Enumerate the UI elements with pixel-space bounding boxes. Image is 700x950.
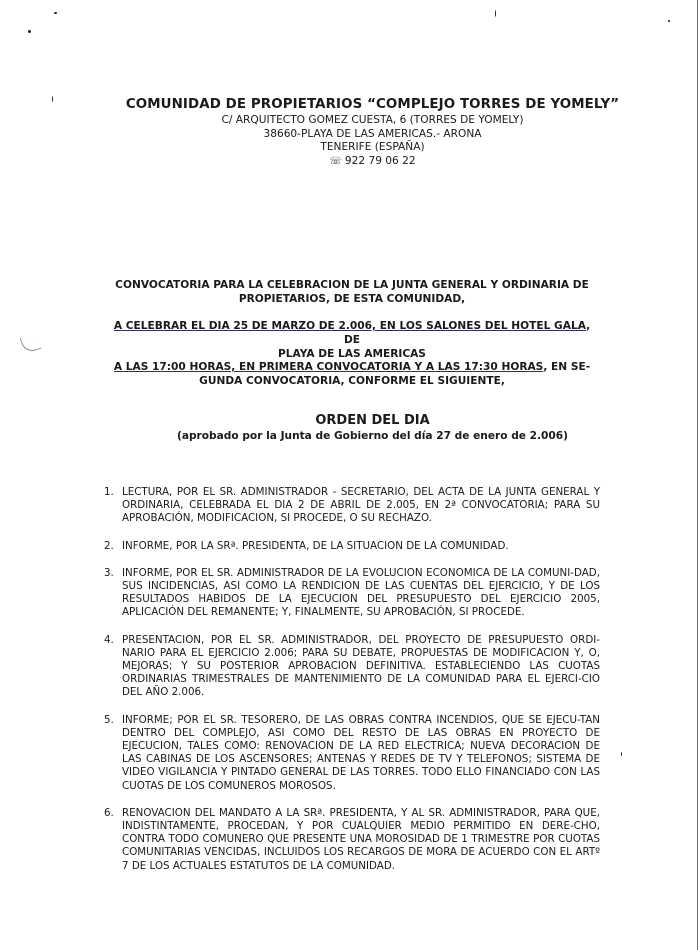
agenda-item (100, 540, 600, 553)
scan-speck (52, 96, 53, 102)
item-number: 3. (104, 566, 114, 579)
address-city: 38660-PLAYA DE LAS AMERICAS.- ARONA (263, 127, 482, 140)
agenda-subtitle: (aprobado por la Junta de Gobierno del día 27 de enero de 2.006) (176, 430, 569, 442)
agenda-item (100, 567, 600, 620)
item-number: 6. (104, 806, 114, 819)
item-text: PRESENTACION, POR EL SR. ADMINISTRADOR, DEL PROYECTO DE PRESUPUESTO ORDI-NARIO PARA EL EJERCICIO 2.006; PARA SU DEBATE, PROPUESTAS DE MODIFICACION Y, O, MEJORAS; Y SU POSTERIOR APROBACION DEFINITIVA. ESTABLECIENDO LAS CUOTAS ORDINARIAS TRIMESTRALES DE MANTENIMIENTO DE LA COMUNIDAD PARA EL EJERCI-CIO DEL AÑO 2.006. (122, 633, 600, 699)
fecha-underlined: A CELEBRAR EL DIA 25 DE MARZO DE 2.006, EN LOS SALONES DEL HOTEL GALA (113, 320, 587, 332)
convocatoria-line1: CONVOCATORIA PARA LA CELEBRACION DE LA JUNTA GENERAL Y ORDINARIA DE (115, 279, 589, 291)
item-text: INFORME, POR EL SR. ADMINISTRADOR DE LA EVOLUCION ECONOMICA DE LA COMUNI-DAD, SUS INCIDENCIAS, ASI COMO LA RENDICION DE LAS CUENTAS DEL EJERCICIO, Y DE LOS RESULTADOS HABIDOS DE LA EJECUCION DEL PRESUPUESTO DEL EJERCICIO 2005, APLICACIÓN DEL REMANENTE; Y, FINALMENTE, SU APROBACIÓN, SI PROCEDE. (122, 566, 600, 619)
agenda-item (100, 634, 600, 700)
community-name: COMUNIDAD DE PROPIETARIOS “COMPLEJO TORRES DE YOMELY” (125, 97, 620, 112)
item-number: 2. (104, 539, 114, 552)
item-text: INFORME; POR EL SR. TESORERO, DE LAS OBRAS CONTRA INCENDIOS, QUE SE EJECU-TAN DENTRO DEL COMPLEJO, ASI COMO DEL RESTO DE LAS OBRAS EN PROYECTO DE EJECUCION, TALES COMO: RENOVACION DE LA RED ELECTRICA; NUEVA DECORACION DE LAS CABINAS DE LOS ASCENSORES; ANTENAS Y REDES DE TV Y TELEFONOS; SISTEMA DE VIDEO VIGILANCIA Y PINTADO GENERAL DE LAS TORRES. TODO ELLO FINANCIADO CON LAS CUOTAS DE LOS COMUNEROS MOROSOS. (122, 713, 600, 792)
phone-number: 922 79 06 22 (344, 154, 416, 167)
fecha-rest: , DE (343, 320, 591, 346)
fecha-line2: PLAYA DE LAS AMERICAS (278, 348, 426, 360)
meeting-times (108, 360, 596, 388)
scan-speck (28, 30, 31, 33)
address-region: TENERIFE (ESPAÑA) (320, 141, 425, 153)
scan-speck (668, 20, 670, 22)
scan-speck (495, 10, 496, 17)
address-street: C/ ARQUITECTO GOMEZ CUESTA, 6 (TORRES DE YOMELY) (221, 114, 524, 126)
hora-rest: , EN SE- (543, 361, 591, 373)
phone-line (100, 155, 645, 169)
fecha-line1 (108, 319, 596, 347)
item-number: 5. (104, 713, 114, 726)
scan-edge-line (697, 0, 698, 950)
agenda-heading (100, 413, 645, 443)
meeting-date-place (108, 319, 596, 361)
agenda-item (100, 486, 600, 526)
convocatoria-heading (108, 278, 596, 306)
agenda-item (100, 807, 600, 873)
scan-mark (20, 333, 42, 355)
hora-line2: GUNDA CONVOCATORIA, CONFORME EL SIGUIENTE, (199, 375, 505, 387)
agenda-item (100, 714, 600, 793)
telephone-icon: ☏ (329, 155, 342, 167)
scan-speck (54, 12, 57, 14)
hora-underlined: A LAS 17:00 HORAS, EN PRIMERA CONVOCATORIA Y A LAS 17:30 HORAS (113, 361, 544, 373)
hora-line1 (108, 360, 596, 374)
item-text: INFORME, POR LA SRª. PRESIDENTA, DE LA SITUACION DE LA COMUNIDAD. (122, 539, 509, 552)
convocatoria-line2: PROPIETARIOS, DE ESTA COMUNIDAD, (238, 293, 466, 305)
item-text: RENOVACION DEL MANDATO A LA SRª. PRESIDENTA, Y AL SR. ADMINISTRADOR, PARA QUE, INDISTINTAMENTE, PROCEDAN, Y POR CUALQUIER MEDIO PERMITIDO EN DERE-CHO, CONTRA TODO COMUNERO QUE PRESENTE UNA MOROSIDAD DE 1 TRIMESTRE POR CUOTAS COMUNITARIAS VENCIDAS, INCLUIDOS LOS RECARGOS DE MORA DE ACUERDO CON EL ARTº 7 DE LOS ACTUALES ESTATUTOS DE LA COMUNIDAD. (122, 806, 600, 872)
item-number: 4. (104, 633, 114, 646)
item-text: LECTURA, POR EL SR. ADMINISTRADOR - SECRETARIO, DEL ACTA DE LA JUNTA GENERAL Y ORDINARIA, CELEBRADA EL DIA 2 DE ABRIL DE 2.005, EN 2ª CONVOCATORIA; PARA SU APROBACIÓN, MODIFICACION, SI PROCEDE, O SU RECHAZO. (122, 486, 600, 525)
item-number: 1. (104, 486, 114, 498)
agenda-title: ORDEN DEL DIA (315, 413, 430, 428)
agenda-list (100, 486, 600, 887)
scan-speck (621, 752, 622, 756)
letterhead (100, 96, 645, 168)
